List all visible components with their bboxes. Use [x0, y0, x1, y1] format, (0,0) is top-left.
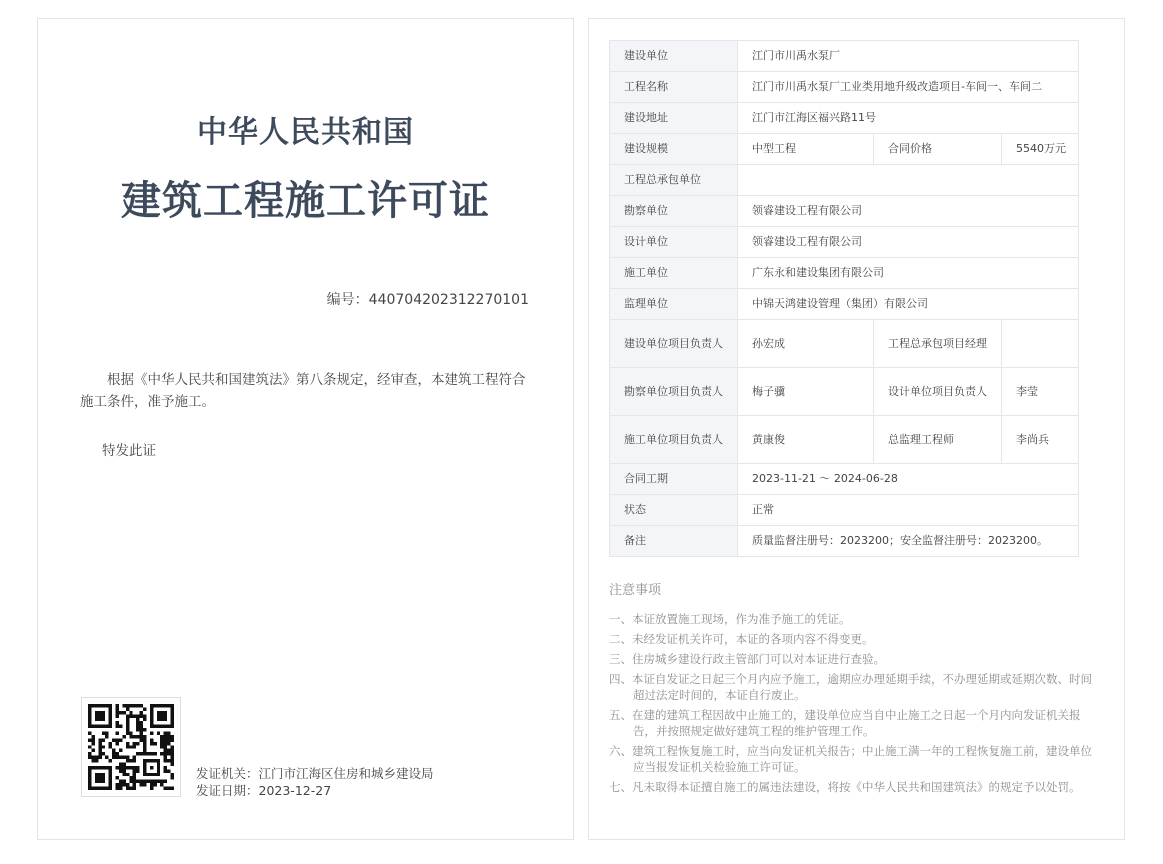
list-item: 六、建筑工程恢复施工时，应当向发证机关报告；中止施工满一年的工程恢复施工前，建设单位应当报发证机关检验施工许可证。: [609, 744, 1092, 774]
status-label: 状态: [610, 495, 738, 526]
table-row: [610, 464, 1079, 495]
table-row: [610, 526, 1079, 557]
certificate-number: 编号：440704202312270101: [326, 292, 529, 308]
design-unit-label: 设计单位: [610, 227, 738, 258]
project-info-table: [609, 40, 1079, 557]
construction-pm-label: 施工单位项目负责人: [610, 416, 738, 464]
address-label: 建设地址: [610, 103, 738, 134]
survey-unit-label: 勘察单位: [610, 196, 738, 227]
project-name-label: 工程名称: [610, 72, 738, 103]
table-row: [610, 495, 1079, 526]
contract-price-label: 合同价格: [874, 134, 1002, 165]
status-value: 正常: [738, 495, 1079, 526]
gc-pm-value: [1002, 320, 1079, 368]
chief-supervisor-label: 总监理工程师: [874, 416, 1002, 464]
project-name-value: 江门市川禹水泵厂工业类用地升级改造项目-车间一、车间二: [738, 72, 1079, 103]
issue-date: 发证日期：2023-12-27: [196, 783, 332, 798]
permit-title: 建筑工程施工许可证: [121, 177, 490, 224]
notes-title: 注意事项: [609, 583, 662, 598]
gc-pm-label: 工程总承包项目经理: [874, 320, 1002, 368]
notes-list: [609, 611, 1099, 799]
builder-pm-label: 建设单位项目负责人: [610, 320, 738, 368]
list-item: 一、本证放置施工现场，作为准予施工的凭证。: [609, 612, 851, 626]
construction-unit-value: 广东永和建设集团有限公司: [738, 258, 1079, 289]
builder-label: 建设单位: [610, 41, 738, 72]
table-row: [610, 320, 1079, 368]
construction-unit-label: 施工单位: [610, 258, 738, 289]
scale-value: 中型工程: [738, 134, 874, 165]
table-row: [610, 134, 1079, 165]
issuing-authority: 发证机关：江门市江海区住房和城乡建设局: [196, 766, 434, 781]
list-item: 七、凡未取得本证擅自施工的属违法建设，将按《中华人民共和国建筑法》的规定予以处罚。: [609, 780, 1081, 794]
construction-pm-value: 黄康俊: [738, 416, 874, 464]
qr-code: [81, 697, 181, 797]
remark-label: 备注: [610, 526, 738, 557]
builder-value: 江门市川禹水泵厂: [738, 41, 1079, 72]
general-contractor-value: [738, 165, 1079, 196]
chief-supervisor-value: 李尚兵: [1002, 416, 1079, 464]
table-row: [610, 289, 1079, 320]
general-contractor-label: 工程总承包单位: [610, 165, 738, 196]
table-row: [610, 196, 1079, 227]
list-item: 三、住房城乡建设行政主管部门可以对本证进行查验。: [609, 652, 885, 666]
table-row: [610, 258, 1079, 289]
supervision-unit-value: 中锦天鸿建设管理（集团）有限公司: [738, 289, 1079, 320]
issuer-block: [196, 765, 434, 799]
contract-price-value: 5540万元: [1002, 134, 1079, 165]
table-row: [610, 41, 1079, 72]
certificate-details-panel: [588, 18, 1125, 840]
nation-heading: 中华人民共和国: [197, 115, 414, 150]
survey-unit-value: 领睿建设工程有限公司: [738, 196, 1079, 227]
certificate-front-panel: [37, 18, 574, 840]
supervision-unit-label: 监理单位: [610, 289, 738, 320]
survey-pm-label: 勘察单位项目负责人: [610, 368, 738, 416]
design-unit-value: 领睿建设工程有限公司: [738, 227, 1079, 258]
table-row: [610, 72, 1079, 103]
qr-code-icon: [88, 704, 174, 790]
remark-value: 质量监督注册号：2023200；安全监督注册号：2023200。: [738, 526, 1079, 557]
design-pm-label: 设计单位项目负责人: [874, 368, 1002, 416]
contract-period-label: 合同工期: [610, 464, 738, 495]
contract-period-value: 2023-11-21 ～ 2024-06-28: [738, 464, 1079, 495]
design-pm-value: 李莹: [1002, 368, 1079, 416]
table-row: [610, 368, 1079, 416]
table-row: [610, 103, 1079, 134]
table-row: [610, 165, 1079, 196]
list-item: 五、在建的建筑工程因故中止施工的，建设单位应当自中止施工之日起一个月内向发证机关报告，并按照规定做好建筑工程的维护管理工作。: [609, 708, 1081, 738]
list-item: 四、本证自发证之日起三个月内应予施工，逾期应办理延期手续，不办理延期或延期次数、时间超过法定时间的，本证自行废止。: [609, 672, 1092, 702]
scale-label: 建设规模: [610, 134, 738, 165]
certificate-body-text: 根据《中华人民共和国建筑法》第八条规定，经审查，本建筑工程符合施工条件，准予施工。: [80, 372, 526, 410]
builder-pm-value: 孙宏成: [738, 320, 874, 368]
survey-pm-value: 梅子骥: [738, 368, 874, 416]
address-value: 江门市江海区福兴路11号: [738, 103, 1079, 134]
table-row: [610, 416, 1079, 464]
special-issue-text: 特发此证: [102, 443, 156, 459]
table-row: [610, 227, 1079, 258]
list-item: 二、未经发证机关许可，本证的各项内容不得变更。: [609, 632, 874, 646]
